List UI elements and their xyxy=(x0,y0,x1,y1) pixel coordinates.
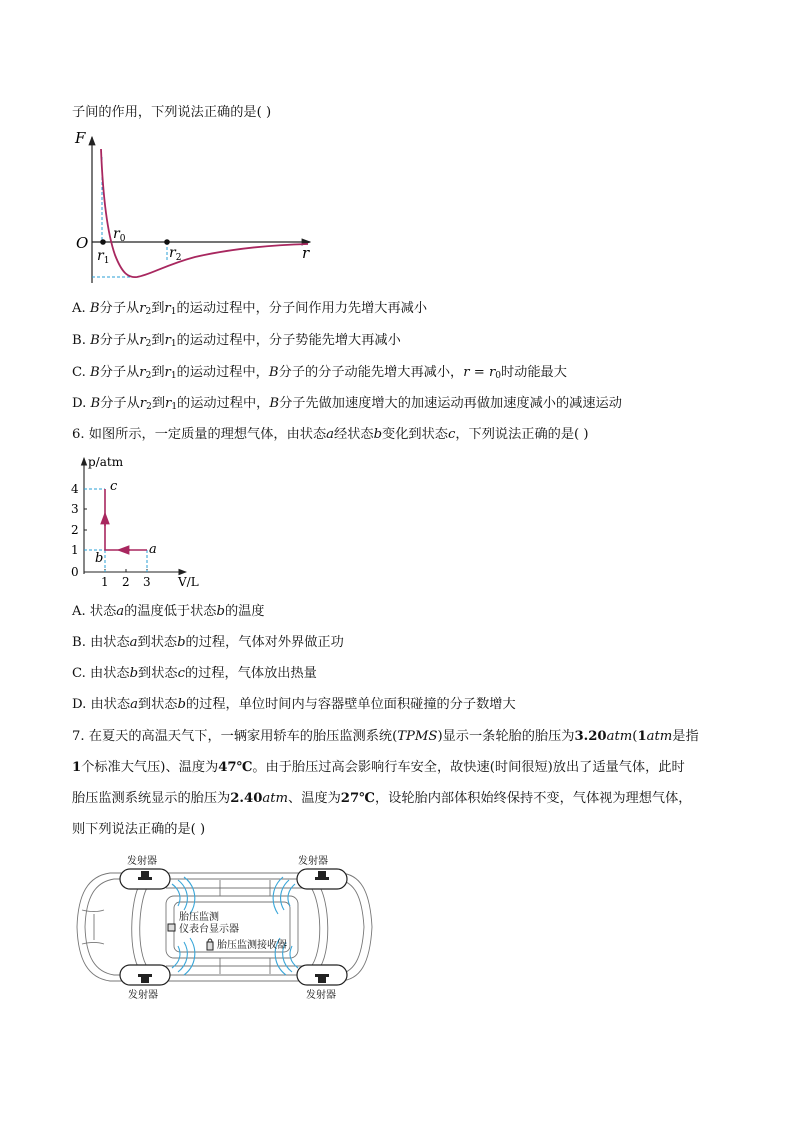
f-label: F xyxy=(75,129,86,147)
point-b-label: b xyxy=(95,551,104,566)
receiver-icon xyxy=(207,942,213,950)
q7-line-2: 1个标准大气压)、温度为47℃。由于胎压过高会影响行车安全，故快速(时间很短)放出了适量气体，此时 xyxy=(72,760,685,775)
q5-option-c: C. B分子从$r_2$到$r_1$的运动过程中，B分子的分子动能先增大再减小，$r = r_0$时动能最大 xyxy=(72,365,567,381)
r0-label: $r_0$ xyxy=(113,226,126,244)
receiver-label: 胎压监测接收器 xyxy=(217,940,287,951)
transmitter-label-2: 发射器 xyxy=(298,856,328,867)
origin-label: O xyxy=(76,234,89,252)
svg-text:4: 4 xyxy=(71,482,79,496)
r2-label: $r_2$ xyxy=(169,245,182,263)
car-tpms-illustration xyxy=(70,850,380,1005)
transmitter-label-1: 发射器 xyxy=(127,856,157,867)
q5-option-b: B. B分子从$r_2$到$r_1$的运动过程中，分子势能先增大再减小 xyxy=(72,333,401,349)
q7-line-4: 则下列说法正确的是( ) xyxy=(72,822,206,837)
monitor-label-2: 仪表台显示器 xyxy=(179,924,239,935)
q6-option-d: D. 由状态a到状态b的过程，单位时间内与容器壁单位面积碰撞的分子数增大 xyxy=(72,697,516,712)
q5-option-a: A. B分子从$r_2$到$r_1$的运动过程中，分子间作用力先增大再减小 xyxy=(72,301,428,317)
v-axis-label: V/L xyxy=(178,575,199,589)
transmitter-label-4: 发射器 xyxy=(306,990,336,1001)
q6-option-a: A. 状态a的温度低于状态b的温度 xyxy=(72,604,265,619)
q7-line-3: 胎压监测系统显示的胎压为2.40atm、温度为27℃，设轮胎内部体积始终保持不变，气体视为理想气体， xyxy=(72,791,692,806)
point-c-label: c xyxy=(110,479,118,494)
process-path xyxy=(105,489,147,550)
q7-line-1: 7. 在夏天的高温天气下，一辆家用轿车的胎压监测系统(TPMS)显示一条轮胎的胎压为3.20atm(1atm是指 xyxy=(72,729,699,744)
monitor-icon xyxy=(168,924,175,931)
r-label: r xyxy=(302,244,310,262)
p-axis-label: p/atm xyxy=(88,455,124,469)
svg-text:2: 2 xyxy=(122,575,130,589)
q6-option-c: C. 由状态b到状态c的过程，气体放出热量 xyxy=(72,666,317,681)
point-a-label: a xyxy=(149,542,157,557)
q6-option-b: B. 由状态a到状态b的过程，气体对外界做正功 xyxy=(72,635,344,650)
svg-text:1: 1 xyxy=(71,543,79,557)
q5-option-d: D. B分子从$r_2$到$r_1$的运动过程中，B分子先做加速度增大的加速运动再做加速度减小的减速运动 xyxy=(72,396,622,412)
svg-text:3: 3 xyxy=(71,502,79,516)
force-curve xyxy=(101,149,308,277)
svg-text:2: 2 xyxy=(71,523,79,537)
q5-stem: 子间的作用，下列说法正确的是( ) xyxy=(72,105,272,120)
svg-text:3: 3 xyxy=(143,575,151,589)
r1-label: $r_1$ xyxy=(97,248,110,266)
transmitter-label-3: 发射器 xyxy=(128,990,158,1001)
q6-stem: 6. 如图所示，一定质量的理想气体，由状态a经状态b变化到状态c，下列说法正确的是( ) xyxy=(72,427,589,442)
svg-text:1: 1 xyxy=(101,575,109,589)
svg-text:0: 0 xyxy=(71,565,79,579)
pv-diagram xyxy=(68,450,208,590)
force-distance-graph xyxy=(70,125,330,290)
monitor-label-1: 胎压监测 xyxy=(179,912,219,923)
